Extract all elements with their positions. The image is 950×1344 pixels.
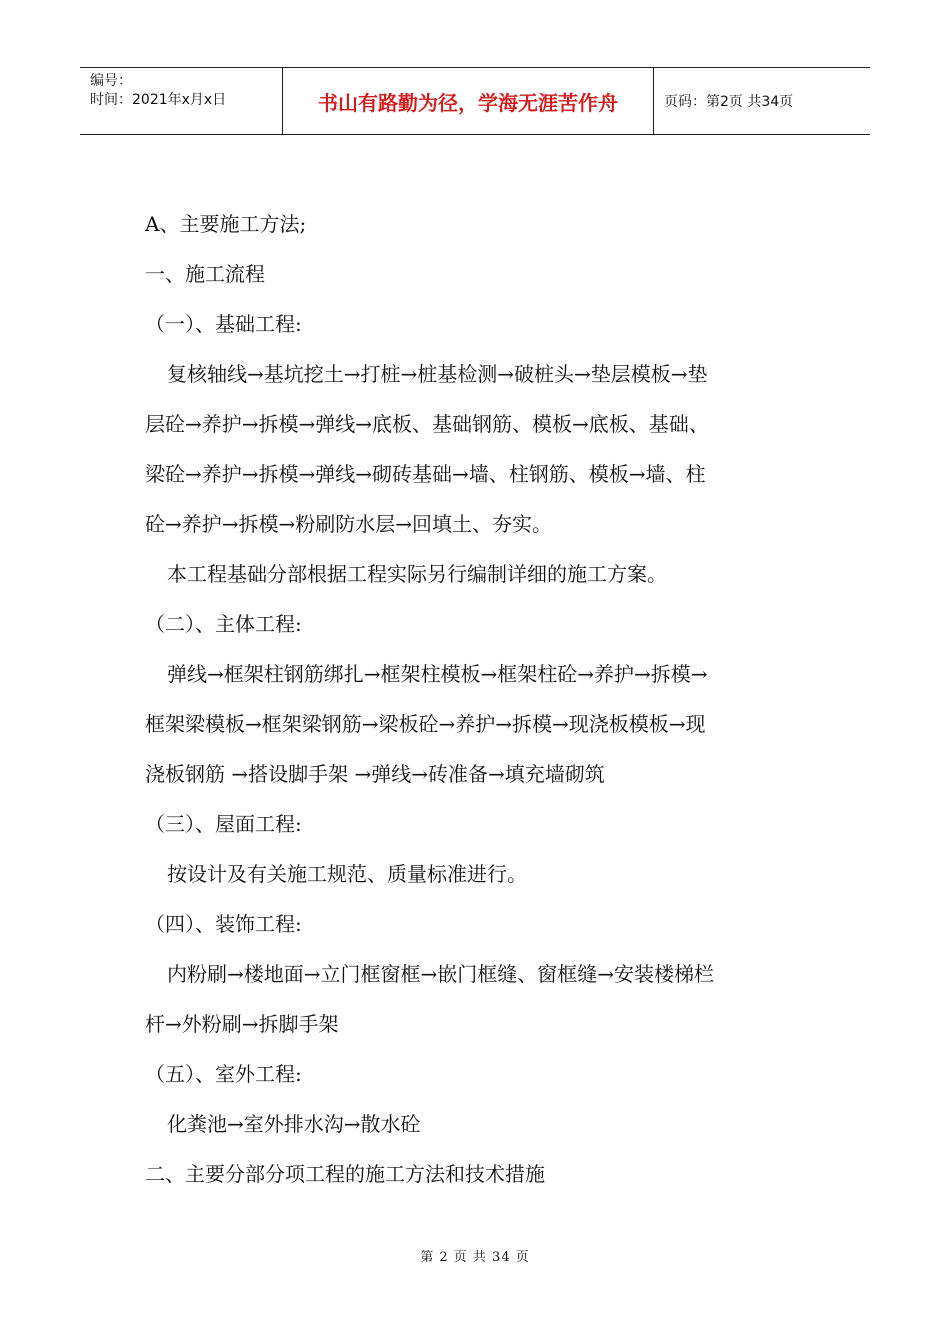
paragraph-line: 弹线→框架柱钢筋绑扎→框架柱模板→框架柱砼→养护→拆模→ bbox=[167, 662, 708, 686]
document-body bbox=[145, 212, 815, 1212]
paragraph-line: 层砼→养护→拆模→弹线→底板、基础钢筋、模板→底板、基础、 bbox=[145, 412, 709, 436]
paragraph-line: 框架梁模板→框架梁钢筋→梁板砼→养护→拆模→现浇板模板→现 bbox=[145, 712, 706, 736]
paragraph-line: 按设计及有关施工规范、质量标准进行。 bbox=[167, 862, 527, 886]
paragraph-line: 复核轴线→基坑挖土→打桩→桩基检测→破桩头→垫层模板→垫 bbox=[167, 362, 708, 386]
header-number-label: 编号： bbox=[90, 73, 132, 89]
subsection-heading: （五）、室外工程: bbox=[145, 1062, 302, 1086]
paragraph-line: 砼→养护→拆模→粉刷防水层→回填土、夯实。 bbox=[145, 512, 553, 536]
subsection-heading: （二）、主体工程: bbox=[145, 612, 302, 636]
paragraph-line: 浇板钢筋 →搭设脚手架 →弹线→砖准备→填充墙砌筑 bbox=[145, 762, 605, 786]
paragraph-line: 化粪池→室外排水沟→散水砼 bbox=[167, 1112, 421, 1136]
header-page-info: 页码：第2页 共34页 bbox=[664, 94, 794, 110]
page-footer: 第 2 页 共 34 页 bbox=[420, 1250, 530, 1265]
section-heading: A、主要施工方法; bbox=[145, 212, 307, 236]
document-header bbox=[80, 67, 870, 135]
section-heading: 一、施工流程 bbox=[145, 262, 265, 286]
paragraph-line: 本工程基础分部根据工程实际另行编制详细的施工方案。 bbox=[167, 562, 667, 586]
subsection-heading: （一）、基础工程: bbox=[145, 312, 302, 336]
section-heading: 二、主要分部分项工程的施工方法和技术措施 bbox=[145, 1162, 545, 1186]
paragraph-line: 内粉刷→楼地面→立门框窗框→嵌门框缝、窗框缝→安装楼梯栏 bbox=[167, 962, 715, 986]
subsection-heading: （四）、装饰工程: bbox=[145, 912, 302, 936]
paragraph-line: 梁砼→养护→拆模→弹线→砌砖基础→墙、柱钢筋、模板→墙、柱 bbox=[145, 462, 706, 486]
header-meta bbox=[80, 68, 282, 134]
paragraph-line: 杆→外粉刷→拆脚手架 bbox=[145, 1012, 339, 1036]
subsection-heading: （三）、屋面工程: bbox=[145, 812, 302, 836]
header-time-label: 时间：2021年x月x日 bbox=[90, 92, 227, 108]
header-motto: 书山有路勤为径，学海无涯苦作舟 bbox=[282, 68, 654, 134]
